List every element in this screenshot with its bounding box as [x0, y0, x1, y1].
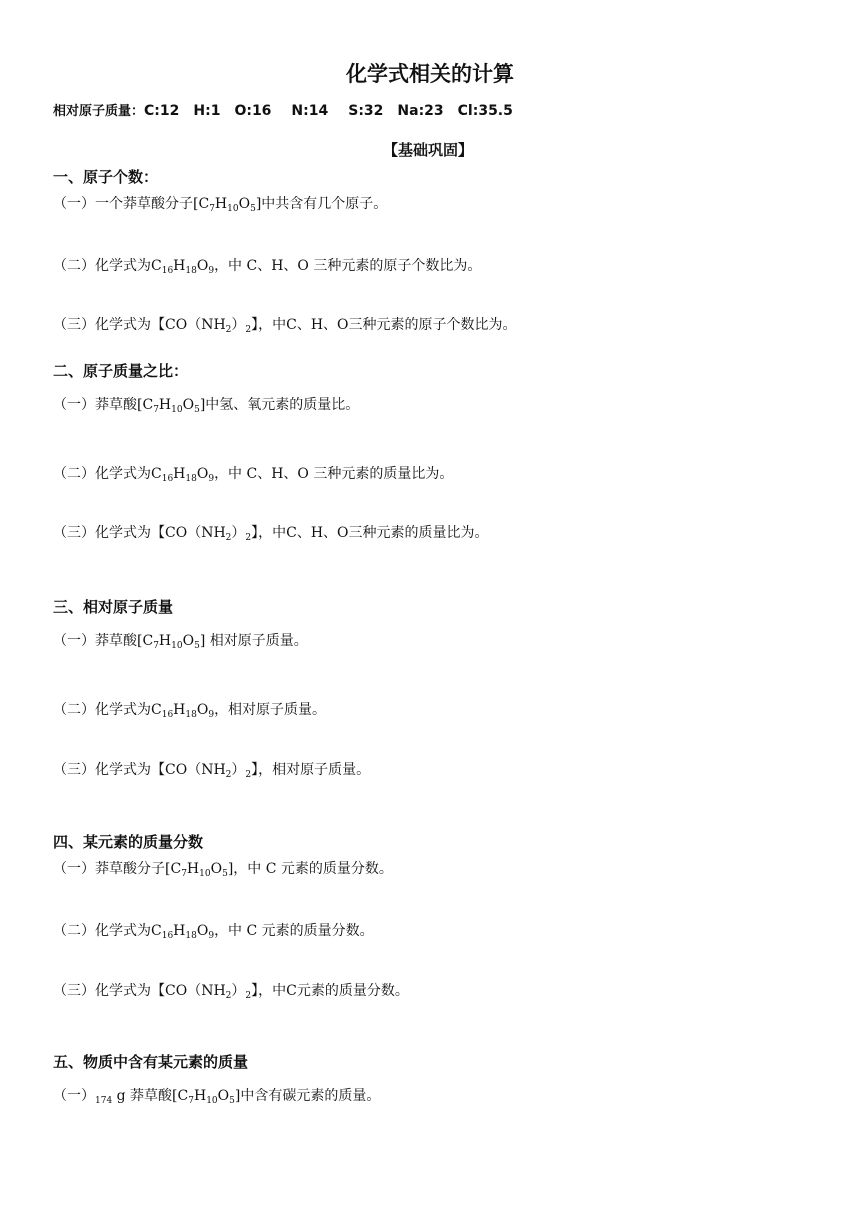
question: （三）化学式为【$CO(NH_2)_2$】，中C元素的质量分数。: [53, 983, 409, 1001]
page-title: 化学式相关的计算: [346, 62, 514, 86]
question: （三）化学式为【$CO(NH_2)_2$】，中C、H、O三种元素的质量比为。: [53, 525, 489, 543]
section-heading: 四、某元素的质量分数: [53, 833, 204, 851]
section-heading: 二、原子质量之比：: [53, 362, 189, 380]
masses-label: 相对原子质量：: [53, 104, 145, 119]
mass-s: S:32: [348, 103, 384, 119]
mass-o: O:16: [234, 103, 272, 119]
part-heading: 【基础巩固】: [382, 141, 473, 159]
question: （一）一个莽草酸分子$[C_7H_{10}O_5]$中共含有几个原子。: [53, 196, 388, 214]
mass-na: Na:23: [397, 103, 444, 119]
mass-n: N:14: [291, 103, 329, 119]
question: （二）化学式为$C_{16}H_{18}O_9$，中 C、H、O 三种元素的原子个数比为。: [53, 258, 482, 276]
question: （一）$_{174}$ g 莽草酸$[C_7H_{10}O_5]$中含有碳元素的质量。: [53, 1088, 381, 1106]
question: （二）化学式为$C_{16}H_{18}O_9$，相对原子质量。: [53, 702, 327, 720]
relative-atomic-masses: [53, 101, 513, 122]
question: （二）化学式为$C_{16}H_{18}O_9$，中 C 元素的质量分数。: [53, 923, 374, 941]
section-heading: 五、物质中含有某元素的质量: [53, 1053, 249, 1071]
question: （三）化学式为【$CO(NH_2)_2$】，中C、H、O三种元素的原子个数比为。: [53, 317, 517, 335]
mass-c: C:12: [144, 103, 180, 119]
question: （一）莽草酸$[C_7H_{10}O_5]$ 相对原子质量。: [53, 633, 308, 651]
mass-h: H:1: [193, 103, 221, 119]
section-heading: 三、相对原子质量: [53, 598, 174, 616]
question: （三）化学式为【$CO(NH_2)_2$】，相对原子质量。: [53, 762, 371, 780]
mass-cl: Cl:35.5: [457, 103, 513, 119]
question: （一）莽草酸分子$[C_7H_{10}O_5]$，中 C 元素的质量分数。: [53, 861, 393, 879]
question: （一）莽草酸$[C_7H_{10}O_5]$中氢、氧元素的质量比。: [53, 397, 360, 415]
question: （二）化学式为$C_{16}H_{18}O_9$，中 C、H、O 三种元素的质量比为。: [53, 466, 454, 484]
section-heading: 一、原子个数：: [53, 168, 159, 186]
